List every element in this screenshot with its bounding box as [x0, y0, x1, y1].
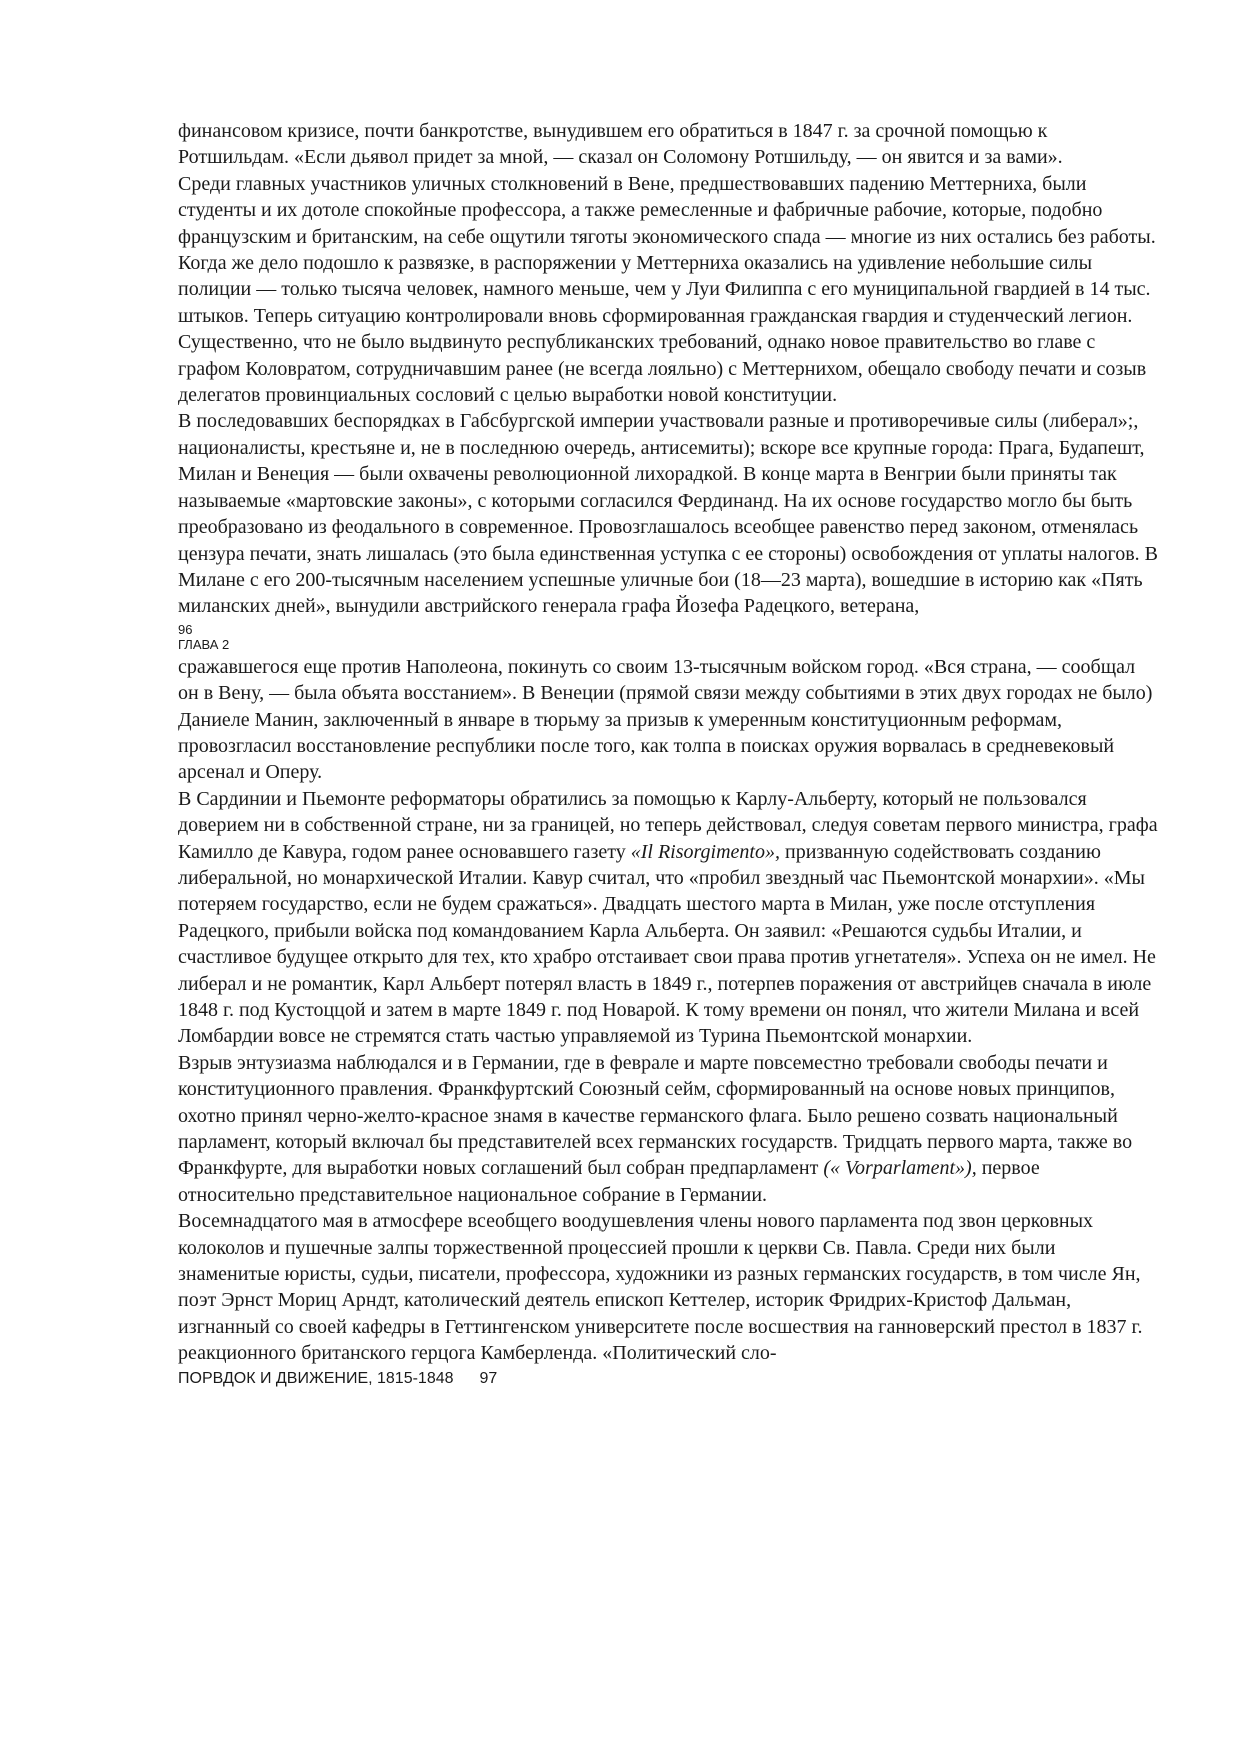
paragraph-5-newspaper-title: «Il Risorgimento»,	[630, 840, 780, 863]
page-number-right: 97	[479, 1369, 498, 1387]
paragraph-4: сражавшегося еще против Наполеона, покинуть со своим 13-тысячным войском город. «Вся страна, — сообщал он в Вену, — была объята восстанием». В Венеции (прямой связи между событиями в этих двух городах не было) Даниеле Манин, заключенный в январе в тюрьму за призыв к умеренным конституционным реформам, провозгласил восстановление республики после того, как толпа в поисках оружия ворвалась в средневековый арсенал и Оперу.	[178, 655, 1153, 784]
paragraph-5-text-b: призванную содействовать созданию либеральной, но монархической Италии. Кавур считал, что «пробил звездный час Пьемонтской монархии». «Мы потеряем государство, если не будем сражаться». Двадцать шестого марта в Милан, уже после отступления Радецкого, прибыли войска под командованием Карла Альберта. Он заявил: «Решаются судьбы Италии, и счастливое будущее открыто для тех, кто храбро отстаивает свои права против угнетателя». Успеха он не имел. Не либерал и не романтик, Карл Альберт потерял власть в 1849 г., потерпев поражения от австрийцев сначала в июле 1848 г. под Кустоццой и затем в марте 1849 г. под Новарой. К тому времени он понял, что жители Милана и всей Ломбардии вовсе не стремятся стать частью управляемой из Турина Пьемонтской монархии.	[178, 840, 1156, 1048]
page-body	[178, 118, 1158, 1389]
chapter-label: ГЛАВА 2	[178, 636, 230, 652]
paragraph-5-text-a: В Сардинии и Пьемонте реформаторы обратились за помощью к Карлу-Альберту, который не пользовался доверием ни в собственной стране, ни за границей, но теперь действовал, следуя советам первого министра, графа Камилло де Кавура, годом ранее основавшего газету	[178, 787, 1158, 863]
paragraph-5	[178, 786, 1158, 1050]
paragraph-1: финансовом кризисе, почти банкротстве, вынудившем его обратиться в 1847 г. за срочной помощью к Ротшильдам. «Если дьявол придет за мной, — сказал он Соломону Ротшильду, — он явится и за вами».	[178, 120, 1063, 169]
running-footer	[178, 1369, 1158, 1389]
running-footer-title: ПОРВДОК И ДВИЖЕНИЕ, 1815-1848	[178, 1369, 454, 1387]
paragraph-7: Восемнадцатого мая в атмосфере всеобщего воодушевления члены нового парламента под звон церковных колоколов и пушечные залпы торжественной процессией прошли к церкви Св. Павла. Среди них были знаменитые юристы, судьи, писатели, профессора, художники из разных германских государств, в том числе Ян, поэт Эрнст Мориц Арндт, католический деятель епископ Кеттелер, историк Фридрих-Кристоф Дальман, изгнанный со своей кафедры в Геттингенском университете после восшествия на ганноверский престол в 1837 г. реакционного британского герцога Камберленда. «Политический сло-	[178, 1210, 1143, 1365]
paragraph-3: В последовавших беспорядках в Габсбургской империи участвовали разные и противоречивые силы (либерал»;, националисты, крестьяне и, не в последнюю очередь, антисемиты); вскоре все крупные города: Прага, Будапешт, Милан и Венеция — были охвачены революционной лихорадкой. В конце марта в Венгрии были приняты так называемые «мартовские законы», с которыми согласился Фердинанд. На их основе государство могло бы быть преобразовано из феодального в современное. Провозглашалось всеобщее равенство перед законом, отменялась цензура печати, знать лишалась (это была единственная уступка с ее стороны) освобождения от уплаты налогов. В Милане с его 200-тысячным населением успешные уличные бои (18—23 марта), вошедшие в историю как «Пять миланских дней», вынудили австрийского генерала графа Йозефа Радецкого, ветерана,	[178, 410, 1158, 618]
page-number-left: 96	[178, 621, 193, 637]
paragraph-6-text-a: Взрыв энтузиазма наблюдался и в Германии, где в феврале и марте повсеместно требовали свободы печати и конституционного правления. Франкфуртский Союзный сейм, сформированный на основе новых принципов, охотно принял черно-желто-красное знамя в качестве германского флага. Было решено созвать национальный парламент, который включал бы представителей всех германских государств. Тридцать первого марта, также во Франкфурте, для выработки новых соглашений был собран предпарламент	[178, 1051, 1133, 1180]
paragraph-6-text-b: первое относительно представительное национальное собрание в Германии.	[178, 1157, 1040, 1206]
paragraph-6-vorparlament: (« Vorparlament»),	[823, 1157, 977, 1180]
paragraph-6	[178, 1050, 1158, 1208]
paragraph-2: Среди главных участников уличных столкновений в Вене, предшествовавших падению Меттерниха, были студенты и их дотоле спокойные профессора, а также ремесленные и фабричные рабочие, которые, подобно французским и британским, на себе ощутили тяготы экономического спада — многие из них остались без работы. Когда же дело подошло к развязке, в распоряжении у Меттерниха оказались на удивление небольшие силы полиции — только тысяча человек, намного меньше, чем у Луи Филиппа с его муниципальной гвардией в 14 тыс. штыков. Теперь ситуацию контролировали вновь сформированная гражданская гвардия и студенческий легион. Существенно, что не было выдвинуто республиканских требований, однако новое правительство во главе с графом Коловратом, сотрудничавшим ранее (не всегда лояльно) с Меттернихом, обещало свободу печати и созыв делегатов провинциальных сословий с целью выработки новой конституции.	[178, 172, 1156, 407]
